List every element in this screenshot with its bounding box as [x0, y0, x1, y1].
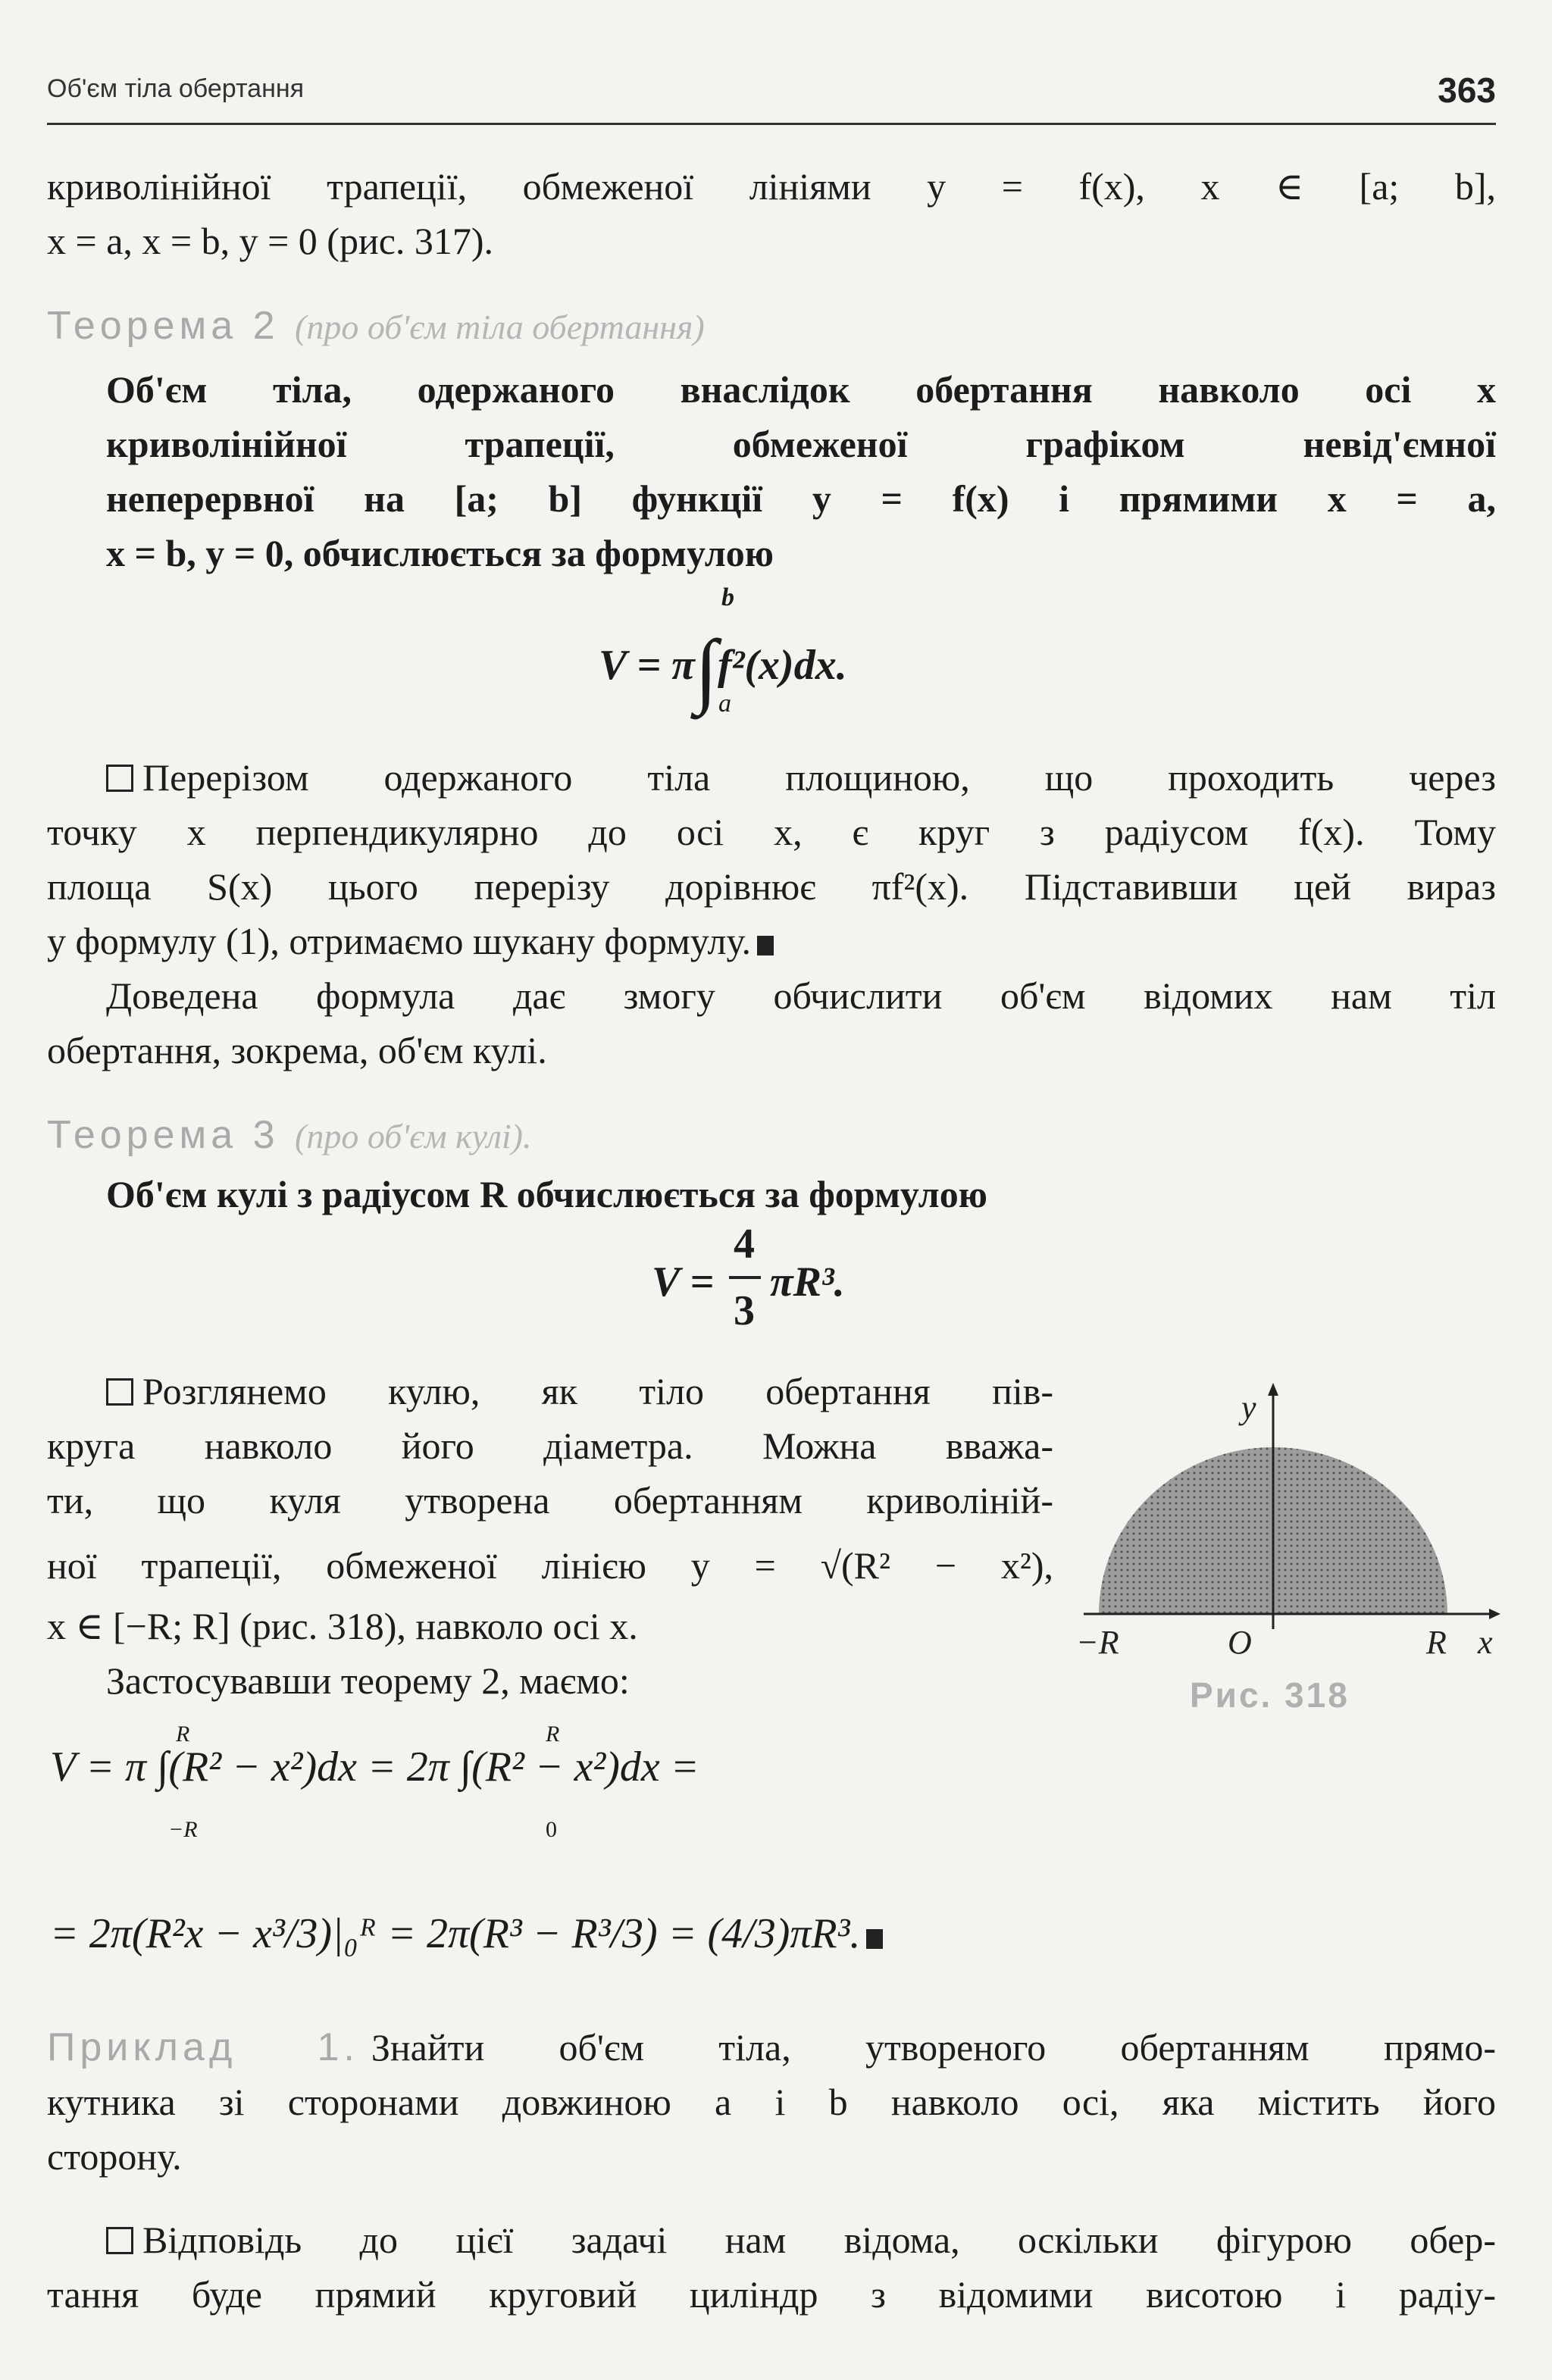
answer-start-box: [106, 2227, 133, 2254]
proof-end-square: [757, 936, 774, 955]
origin-label: O: [1228, 1624, 1252, 1661]
derivation-eq-1: V = π ∫(R² − x²)dx = 2π ∫(R² − x²)dx =: [50, 1744, 699, 1790]
proof-3-line-3: ти, що куля утворена обертанням криволіній-: [47, 1479, 1053, 1522]
proof-3-line-6: Застосувавши теорему 2, маємо:: [106, 1659, 630, 1702]
remark-line-1: Доведена формула дає змогу обчислити об'єм відомих нам тіл: [106, 974, 1496, 1017]
theorem-3-numerator: 4: [734, 1221, 755, 1268]
intro-line-2: x = a, x = b, y = 0 (рис. 317).: [47, 220, 494, 262]
derivation-eq-2: = 2π(R²x − x³/3)|₀ᴿ = 2π(R³ − R³/3) = (4/3)πR³.: [50, 1909, 883, 1958]
theorem-3-subtitle: (про об'єм кулі).: [295, 1117, 532, 1156]
fraction-bar: [729, 1276, 761, 1279]
proof-3-line-1: Розглянемо кулю, як тіло обертання пів-: [106, 1364, 1053, 1418]
theorem-3-formula-lhs: V =: [652, 1259, 715, 1306]
integral-upper-limit: b: [721, 583, 734, 611]
answer-line-1: Відповідь до цієї задачі нам відома, оскільки фігурою обер-: [106, 2213, 1496, 2267]
proof-2-line-1: Перерізом одержаного тіла площиною, що проходить через: [106, 750, 1496, 805]
theorem-2-line-1: Об'єм тіла, одержаного внаслідок обертання навколо осі x: [106, 368, 1496, 411]
theorem-3-heading: [47, 1112, 531, 1158]
example-1-line-2: кутника зі сторонами довжиною a і b навколо осі, яка містить його: [47, 2081, 1496, 2123]
theorem-2-label: Теорема 2: [47, 304, 280, 348]
answer-line-2: тання буде прямий круговий циліндр з відомими висотою і радіу-: [47, 2273, 1496, 2316]
page-header: [47, 70, 1496, 125]
integral-lower-limit: a: [718, 690, 731, 718]
proof-2-line-2: точку x перпендикулярно до осі x, є круг з радіусом f(x). Тому: [47, 811, 1496, 853]
y-axis-label: y: [1241, 1389, 1256, 1426]
y-arrow-icon: [1268, 1383, 1278, 1396]
running-title: Об'єм тіла обертання: [47, 74, 305, 103]
proof-3-line-5: x ∈ [−R; R] (рис. 318), навколо осі x.: [47, 1605, 638, 1647]
remark-line-2: обертання, зокрема, об'єм кулі.: [47, 1029, 547, 1071]
eq1-lower-limit-2: 0: [546, 1817, 557, 1842]
theorem-2-line-4: x = b, y = 0, обчислюється за формулою: [106, 532, 774, 574]
theorem-2-line-2: криволінійної трапеції, обмеженої графіком невід'ємної: [106, 423, 1496, 465]
integral-sign: ∫: [694, 623, 718, 715]
minus-r-label: −R: [1076, 1624, 1119, 1661]
eq1-lower-limit-1: −R: [168, 1817, 198, 1842]
proof-3-line-2: круга навколо його діаметра. Можна вважа-: [47, 1425, 1053, 1467]
proof-3-end-square: [866, 1929, 883, 1949]
proof-start-box: [106, 765, 133, 792]
proof-3-start-box: [106, 1378, 133, 1406]
theorem-3-denominator: 3: [734, 1287, 755, 1334]
theorem-2-heading: [47, 303, 705, 349]
example-1-line-1: Приклад 1. Знайти об'єм тіла, утвореного обертанням прямо-: [47, 2025, 1496, 2069]
proof-3-line-4: ної трапеції, обмеженої лінією y = √(R² − x²),: [47, 1544, 1053, 1587]
x-arrow-icon: [1489, 1609, 1500, 1619]
figure-caption: Рис. 318: [1190, 1675, 1350, 1715]
theorem-3-statement: Об'єм кулі з радіусом R обчислюється за формулою: [106, 1173, 987, 1215]
theorem-3-label: Теорема 3: [47, 1113, 280, 1157]
theorem-2-line-3: неперервної на [a; b] функції y = f(x) і прямими x = a,: [106, 477, 1496, 520]
eq1-upper-limit-2: R: [546, 1722, 560, 1747]
proof-2-line-4: у формулу (1), отримаємо шукану формулу.: [47, 914, 1496, 968]
example-1-line-3: сторону.: [47, 2135, 182, 2178]
example-1-label: Приклад 1.: [47, 2025, 359, 2069]
formula-integrand: f²(x)dx.: [717, 642, 847, 689]
theorem-3-formula-rest: πR³.: [770, 1259, 845, 1306]
formula-lhs: V = π: [599, 642, 695, 689]
eq1-upper-limit-1: R: [176, 1722, 190, 1747]
semicircle-figure: [1076, 1379, 1500, 1682]
page-number: 363: [1438, 70, 1496, 110]
theorem-2-subtitle: (про об'єм тіла обертання): [295, 308, 705, 346]
plus-r-label: R: [1426, 1624, 1447, 1661]
intro-line-1: криволінійної трапеції, обмеженої лініями y = f(x), x ∈ [a; b],: [47, 165, 1496, 208]
proof-2-line-3: площа S(x) цього перерізу дорівнює πf²(x). Підставивши цей вираз: [47, 865, 1496, 908]
x-axis-label: x: [1478, 1624, 1493, 1661]
